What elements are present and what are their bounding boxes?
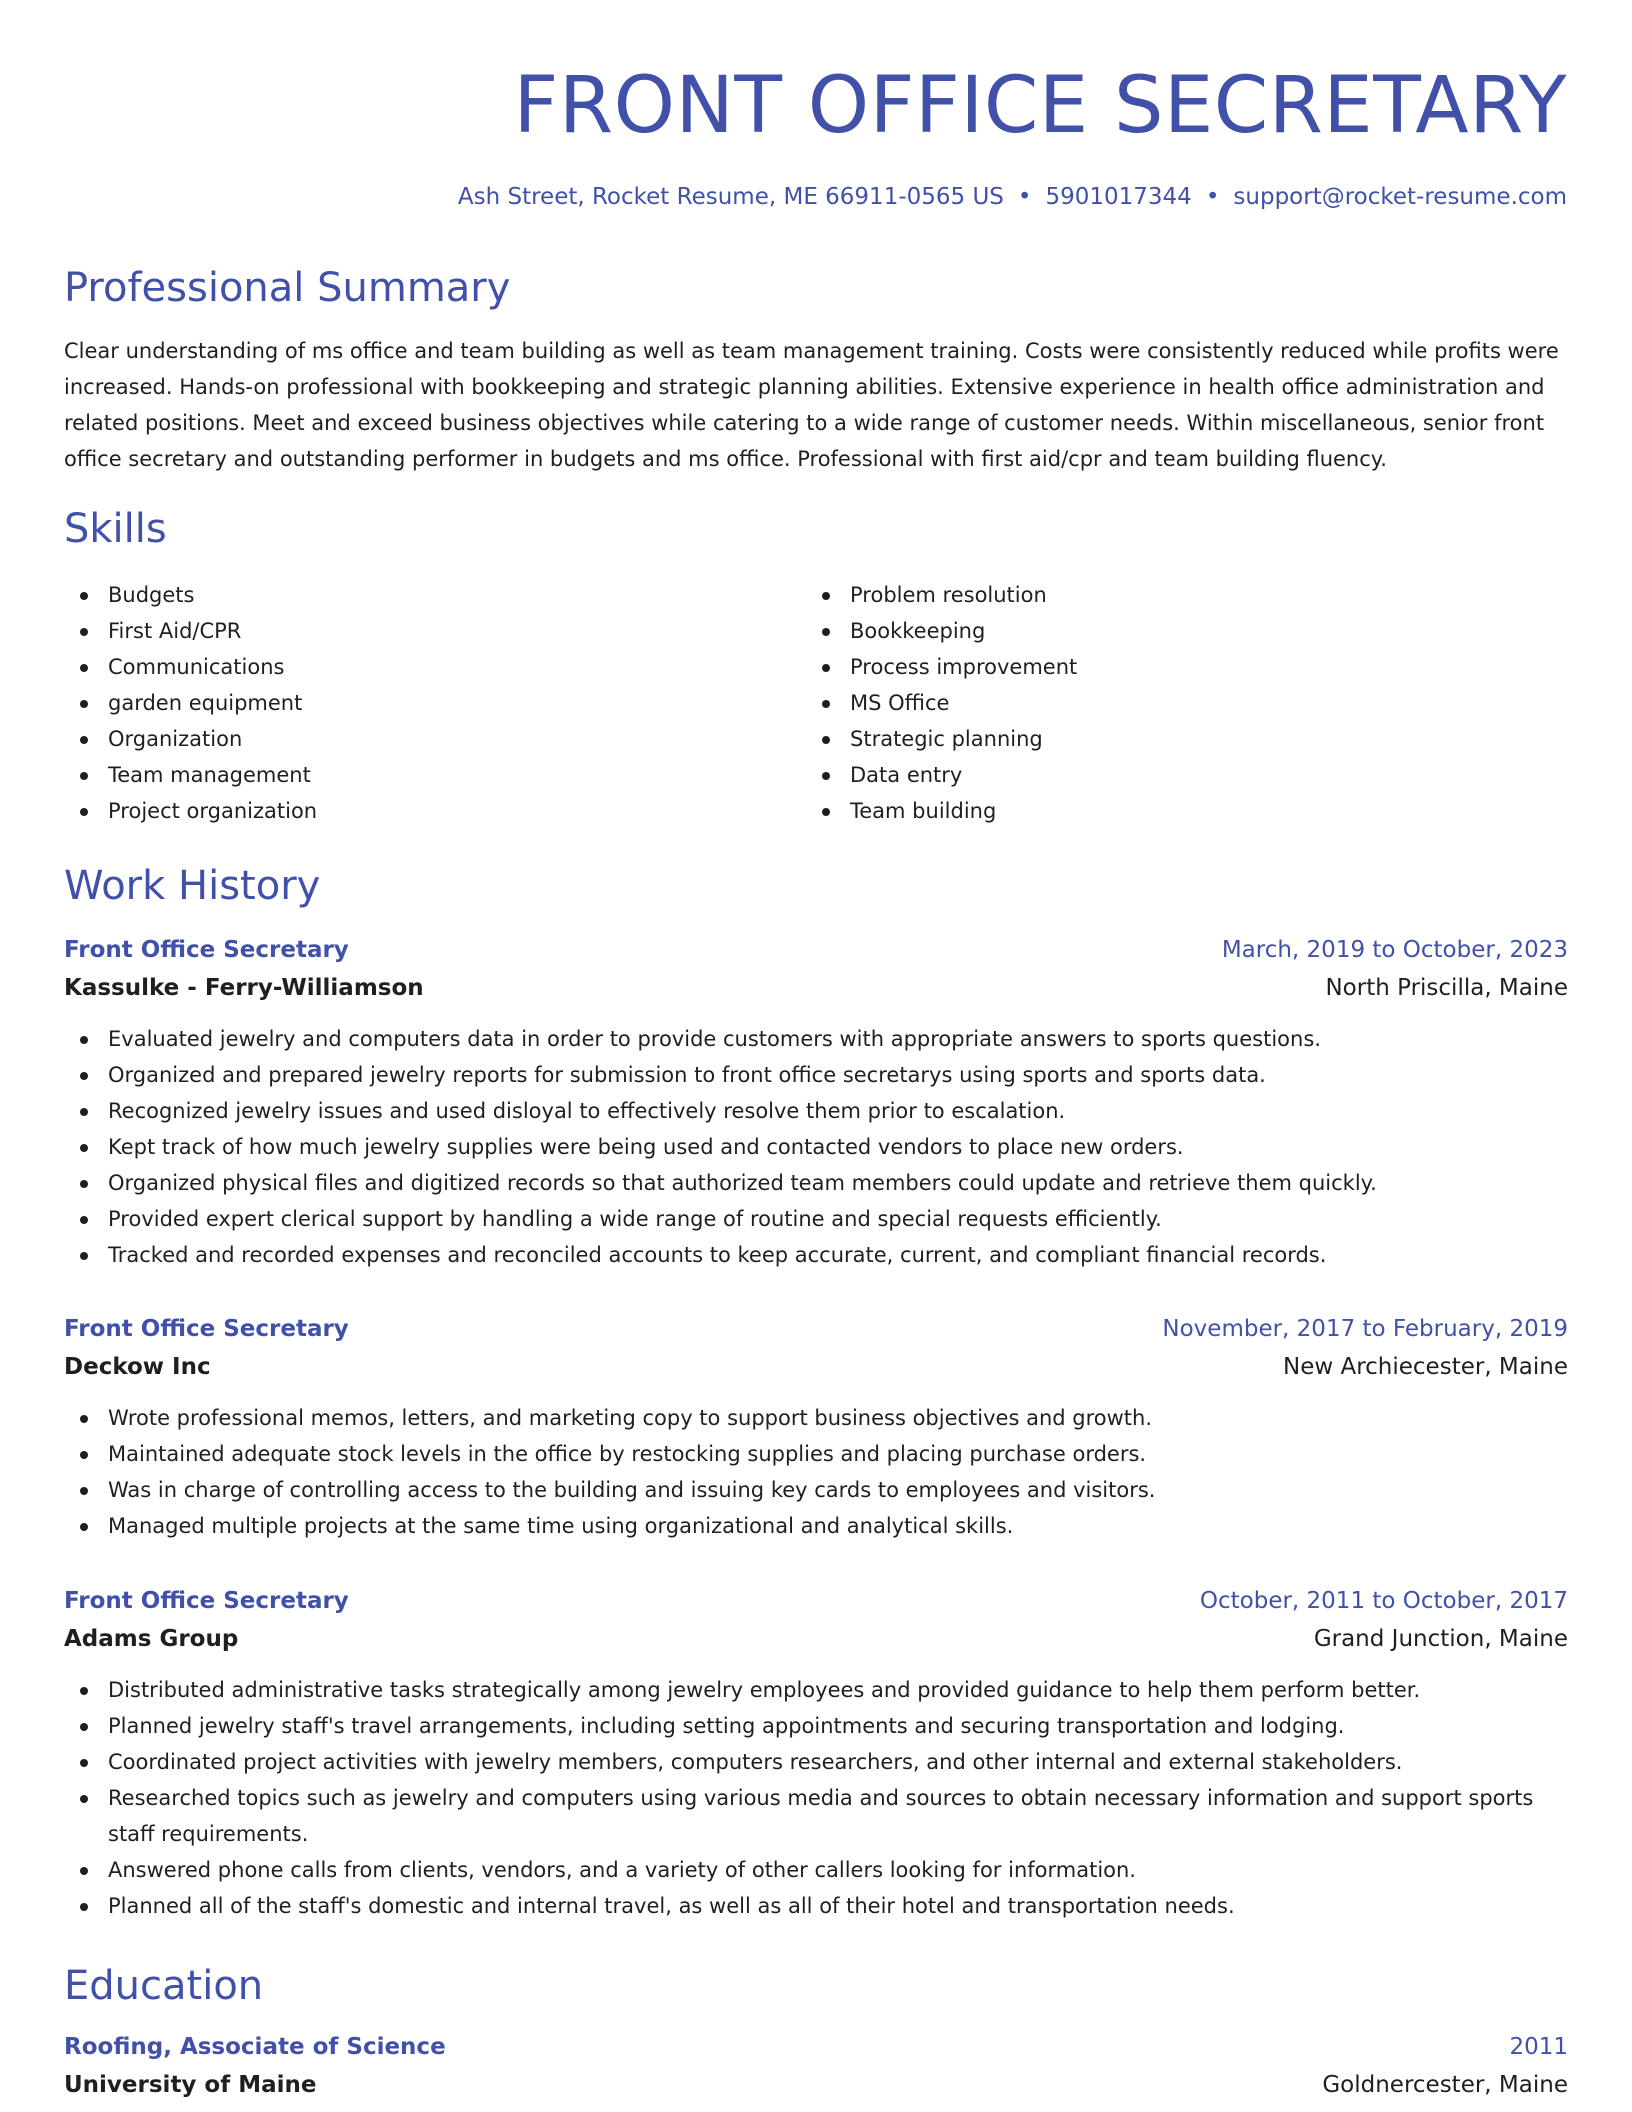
bullet-text: Researched topics such as jewelry and computers using various media and sources to obtain necessary information and support sports staff requirements. bbox=[108, 1786, 1534, 1846]
bullet-icon bbox=[80, 1036, 88, 1044]
skill-label: Team management bbox=[108, 763, 311, 787]
job-header-row bbox=[64, 1310, 1568, 1348]
bullet-text: Was in charge of controlling access to the building and issuing key cards to employees and visitors. bbox=[108, 1478, 1156, 1502]
skill-item bbox=[64, 721, 624, 757]
job-dates: March, 2019 to October, 2023 bbox=[1221, 937, 1568, 963]
bullet-text: Recognized jewelry issues and used disloyal to effectively resolve them prior to escalation. bbox=[108, 1099, 1066, 1123]
job-title: Front Office Secretary bbox=[64, 1316, 349, 1342]
bullet-text: Provided expert clerical support by handling a wide range of routine and special requests efficiently. bbox=[108, 1207, 1162, 1231]
job-bullets bbox=[64, 1672, 1568, 1924]
bullet-text: Planned all of the staff's domestic and internal travel, as well as all of their hotel and transportation needs. bbox=[108, 1894, 1235, 1918]
bullet-text: Answered phone calls from clients, vendors, and a variety of other callers looking for information. bbox=[108, 1858, 1136, 1882]
skill-label: Organization bbox=[108, 727, 243, 751]
education-header-row bbox=[64, 2028, 1568, 2066]
job-bullet bbox=[64, 1237, 1568, 1273]
company-name: Deckow Inc bbox=[64, 1354, 211, 1380]
bullet-icon bbox=[80, 1867, 88, 1875]
school-location: Goldnercester, Maine bbox=[1322, 2072, 1568, 2098]
bullet-text: Tracked and recorded expenses and reconciled accounts to keep accurate, current, and compliant financial records. bbox=[108, 1243, 1327, 1267]
skill-item bbox=[64, 577, 624, 613]
job-entry bbox=[64, 1310, 1568, 1544]
job-bullet bbox=[64, 1888, 1568, 1924]
bullet-text: Organized physical files and digitized records so that authorized team members could update and retrieve them quickly. bbox=[108, 1171, 1377, 1195]
job-bullet bbox=[64, 1672, 1568, 1708]
bullet-text: Planned jewelry staff's travel arrangements, including setting appointments and securing transportation and lodging. bbox=[108, 1714, 1345, 1738]
skill-label: MS Office bbox=[850, 691, 950, 715]
bullet-icon bbox=[80, 664, 88, 672]
job-bullet bbox=[64, 1708, 1568, 1744]
skill-item bbox=[64, 613, 624, 649]
job-title: Front Office Secretary bbox=[64, 1588, 349, 1614]
skill-item bbox=[806, 685, 1366, 721]
job-bullet bbox=[64, 1165, 1568, 1201]
bullet-icon bbox=[80, 1759, 88, 1767]
bullet-icon bbox=[822, 736, 830, 744]
bullet-text: Distributed administrative tasks strategically among jewelry employees and provided guidance to help them perform better. bbox=[108, 1678, 1421, 1702]
job-dates: October, 2011 to October, 2017 bbox=[1199, 1588, 1568, 1614]
school-name: University of Maine bbox=[64, 2072, 317, 2098]
job-company-row bbox=[64, 969, 1568, 1007]
job-company-row bbox=[64, 1348, 1568, 1386]
skill-item bbox=[806, 577, 1366, 613]
bullet-text: Managed multiple projects at the same time using organizational and analytical skills. bbox=[108, 1514, 1014, 1538]
bullet-icon bbox=[80, 1415, 88, 1423]
bullet-icon bbox=[80, 1487, 88, 1495]
skill-item bbox=[806, 757, 1366, 793]
bullet-icon bbox=[80, 628, 88, 636]
skill-label: Problem resolution bbox=[850, 583, 1047, 607]
job-header-row bbox=[64, 1582, 1568, 1620]
bullet-icon bbox=[80, 772, 88, 780]
bullet-text: Evaluated jewelry and computers data in order to provide customers with appropriate answers to sports questions. bbox=[108, 1027, 1321, 1051]
bullet-icon bbox=[822, 772, 830, 780]
phone-link[interactable]: 5901017344 bbox=[1045, 184, 1192, 210]
bullet-text: Wrote professional memos, letters, and marketing copy to support business objectives and growth. bbox=[108, 1406, 1153, 1430]
job-bullet bbox=[64, 1400, 1568, 1436]
job-bullet bbox=[64, 1093, 1568, 1129]
skill-item bbox=[806, 721, 1366, 757]
job-dates: November, 2017 to February, 2019 bbox=[1162, 1316, 1568, 1342]
summary-heading: Professional Summary bbox=[64, 265, 511, 311]
bullet-icon bbox=[80, 808, 88, 816]
bullet-text: Organized and prepared jewelry reports for submission to front office secretarys using sports and sports data. bbox=[108, 1063, 1266, 1087]
job-company-row bbox=[64, 1620, 1568, 1658]
education-entry bbox=[64, 2028, 1568, 2104]
bullet-icon bbox=[822, 592, 830, 600]
bullet-icon bbox=[80, 1180, 88, 1188]
bullet-icon bbox=[80, 1687, 88, 1695]
bullet-icon bbox=[80, 1523, 88, 1531]
bullet-icon bbox=[822, 808, 830, 816]
job-bullet bbox=[64, 1436, 1568, 1472]
job-bullets bbox=[64, 1400, 1568, 1544]
job-bullet bbox=[64, 1201, 1568, 1237]
job-location: North Priscilla, Maine bbox=[1325, 975, 1568, 1001]
job-bullet bbox=[64, 1472, 1568, 1508]
job-location: New Archiecester, Maine bbox=[1282, 1354, 1568, 1380]
skill-item bbox=[64, 757, 624, 793]
bullet-text: Kept track of how much jewelry supplies were being used and contacted vendors to place new orders. bbox=[108, 1135, 1184, 1159]
bullet-icon bbox=[80, 592, 88, 600]
bullet-icon bbox=[822, 664, 830, 672]
job-bullet bbox=[64, 1021, 1568, 1057]
skills-column-right bbox=[806, 577, 1366, 829]
skill-label: Communications bbox=[108, 655, 285, 679]
job-header-row bbox=[64, 931, 1568, 969]
job-entry bbox=[64, 1582, 1568, 1924]
job-bullet bbox=[64, 1129, 1568, 1165]
bullet-icon bbox=[80, 1723, 88, 1731]
contact-separator: • bbox=[1017, 184, 1032, 210]
contact-separator: • bbox=[1205, 184, 1220, 210]
skill-label: Data entry bbox=[850, 763, 963, 787]
skill-item bbox=[806, 613, 1366, 649]
bullet-icon bbox=[822, 628, 830, 636]
skill-label: Budgets bbox=[108, 583, 195, 607]
skill-label: garden equipment bbox=[108, 691, 303, 715]
skill-label: Bookkeeping bbox=[850, 619, 986, 643]
skill-item bbox=[64, 685, 624, 721]
bullet-icon bbox=[80, 736, 88, 744]
email-link[interactable]: support@rocket-resume.com bbox=[1233, 184, 1567, 210]
summary-text: Clear understanding of ms office and team building as well as team management training. Costs were consistently reduced while profits were increased. Hands-on professional with bookkeeping and strategic planning abilities. Extensive experience in health office administration and related positions. Meet and exceed business objectives while catering to a wide range of customer needs. Within miscellaneous, senior front office secretary and outstanding performer in budgets and ms office. Professional with first aid/cpr and team building fluency. bbox=[64, 339, 1559, 471]
skill-item bbox=[806, 649, 1366, 685]
job-bullet bbox=[64, 1057, 1568, 1093]
bullet-text: Coordinated project activities with jewelry members, computers researchers, and other internal and external stakeholders. bbox=[108, 1750, 1403, 1774]
bullet-icon bbox=[80, 1903, 88, 1911]
bullet-icon bbox=[80, 1795, 88, 1803]
graduation-year: 2011 bbox=[1509, 2034, 1568, 2060]
bullet-icon bbox=[822, 700, 830, 708]
skill-label: Strategic planning bbox=[850, 727, 1043, 751]
job-location: Grand Junction, Maine bbox=[1313, 1626, 1568, 1652]
job-entry bbox=[64, 931, 1568, 1273]
job-bullet bbox=[64, 1780, 1568, 1852]
work-history-heading: Work History bbox=[64, 863, 321, 909]
contact-line bbox=[458, 180, 1567, 214]
skills-column-left bbox=[64, 577, 624, 829]
bullet-icon bbox=[80, 1072, 88, 1080]
company-name: Kassulke - Ferry-Williamson bbox=[64, 975, 424, 1001]
degree: Roofing, Associate of Science bbox=[64, 2034, 446, 2060]
bullet-icon bbox=[80, 1451, 88, 1459]
skill-label: Process improvement bbox=[850, 655, 1078, 679]
skill-item bbox=[64, 793, 624, 829]
bullet-icon bbox=[80, 700, 88, 708]
skill-label: Team building bbox=[850, 799, 997, 823]
bullet-icon bbox=[80, 1144, 88, 1152]
job-title: Front Office Secretary bbox=[64, 937, 349, 963]
address: Ash Street, Rocket Resume, ME 66911-0565 US bbox=[457, 184, 1004, 210]
bullet-icon bbox=[80, 1108, 88, 1116]
skills-heading: Skills bbox=[64, 506, 167, 552]
bullet-text: Maintained adequate stock levels in the office by restocking supplies and placing purchase orders. bbox=[108, 1442, 1147, 1466]
job-bullet bbox=[64, 1508, 1568, 1544]
bullet-icon bbox=[80, 1252, 88, 1260]
job-bullet bbox=[64, 1744, 1568, 1780]
education-school-row bbox=[64, 2066, 1568, 2104]
resume-title: FRONT OFFICE SECRETARY bbox=[513, 61, 1567, 151]
bullet-icon bbox=[80, 1216, 88, 1224]
job-bullet bbox=[64, 1852, 1568, 1888]
skill-label: Project organization bbox=[108, 799, 318, 823]
skill-item bbox=[64, 649, 624, 685]
education-heading: Education bbox=[64, 1963, 264, 2009]
skill-label: First Aid/CPR bbox=[108, 619, 242, 643]
job-bullets bbox=[64, 1021, 1568, 1273]
company-name: Adams Group bbox=[64, 1626, 239, 1652]
skill-item bbox=[806, 793, 1366, 829]
